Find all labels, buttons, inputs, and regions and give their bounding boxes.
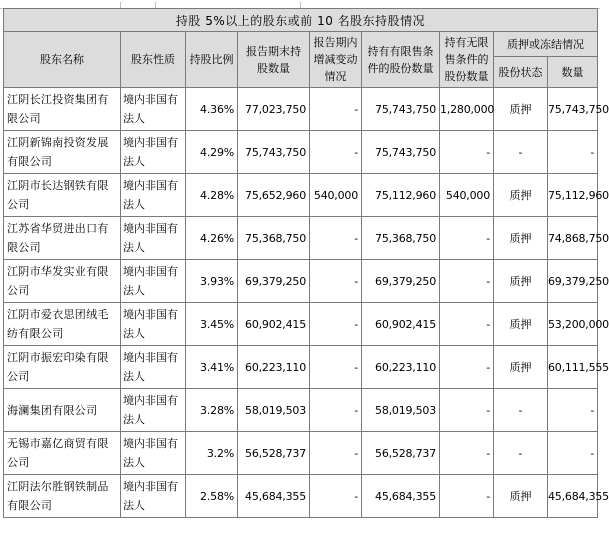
- cell-period-end: 56,528,737: [238, 432, 310, 475]
- cell-unrestricted: -: [440, 475, 494, 518]
- cell-unrestricted: -: [440, 346, 494, 389]
- cell-pledge-status: 质押: [494, 475, 548, 518]
- cell-change: -: [310, 432, 362, 475]
- cell-restricted: 75,112,960: [362, 174, 440, 217]
- header-ratio: 持股比例: [186, 32, 238, 88]
- header-nature: 股东性质: [121, 32, 186, 88]
- cell-nature: 境内非国有法人: [121, 303, 186, 346]
- cell-ratio: 3.45%: [186, 303, 238, 346]
- cell-restricted: 75,368,750: [362, 217, 440, 260]
- table-row: [4, 174, 598, 217]
- cell-ratio: 3.93%: [186, 260, 238, 303]
- cell-ratio: 3.41%: [186, 346, 238, 389]
- header-change: 报告期内增减变动情况: [310, 32, 362, 88]
- cell-nature: 境内非国有法人: [121, 131, 186, 174]
- cell-period-end: 75,652,960: [238, 174, 310, 217]
- cell-ratio: 4.26%: [186, 217, 238, 260]
- header-period-end: 报告期末持股数量: [238, 32, 310, 88]
- cell-restricted: 45,684,355: [362, 475, 440, 518]
- cell-pledge-status: 质押: [494, 174, 548, 217]
- cell-nature: 境内非国有法人: [121, 432, 186, 475]
- cell-nature: 境内非国有法人: [121, 260, 186, 303]
- header-name: 股东名称: [4, 32, 121, 88]
- cell-name: 江阴市振宏印染有限公司: [4, 346, 121, 389]
- cell-pledge-status: 质押: [494, 88, 548, 131]
- cell-period-end: 58,019,503: [238, 389, 310, 432]
- cell-period-end: 60,223,110: [238, 346, 310, 389]
- table-row: [4, 88, 598, 131]
- cell-change: 540,000: [310, 174, 362, 217]
- table-row: [4, 217, 598, 260]
- cell-change: -: [310, 389, 362, 432]
- cell-unrestricted: -: [440, 217, 494, 260]
- cell-change: -: [310, 303, 362, 346]
- cell-unrestricted: -: [440, 303, 494, 346]
- table-row: [4, 475, 598, 518]
- cell-nature: 境内非国有法人: [121, 389, 186, 432]
- cell-unrestricted: -: [440, 432, 494, 475]
- cell-pledge-qty: 53,200,000: [548, 303, 598, 346]
- cell-name: 江阴新锦南投资发展有限公司: [4, 131, 121, 174]
- cell-period-end: 69,379,250: [238, 260, 310, 303]
- cell-period-end: 75,743,750: [238, 131, 310, 174]
- cell-change: -: [310, 217, 362, 260]
- cell-pledge-qty: -: [548, 389, 598, 432]
- header-pledge-qty: 数量: [548, 57, 598, 88]
- table-row: [4, 389, 598, 432]
- cell-name: 江阴法尔胜钢铁制品有限公司: [4, 475, 121, 518]
- cell-ratio: 3.28%: [186, 389, 238, 432]
- cell-nature: 境内非国有法人: [121, 88, 186, 131]
- cell-period-end: 75,368,750: [238, 217, 310, 260]
- table-row: [4, 131, 598, 174]
- cell-restricted: 60,223,110: [362, 346, 440, 389]
- cell-nature: 境内非国有法人: [121, 217, 186, 260]
- cell-ratio: 4.28%: [186, 174, 238, 217]
- cell-name: 江苏省华贸进出口有限公司: [4, 217, 121, 260]
- cell-name: 江阴市华发实业有限公司: [4, 260, 121, 303]
- cell-pledge-status: 质押: [494, 217, 548, 260]
- cell-pledge-qty: 75,743,750: [548, 88, 598, 131]
- cell-ratio: 4.29%: [186, 131, 238, 174]
- cell-pledge-status: 质押: [494, 260, 548, 303]
- cell-name: 江阴长江投资集团有限公司: [4, 88, 121, 131]
- cell-ratio: 3.2%: [186, 432, 238, 475]
- table-title: 持股 5%以上的股东或前 10 名股东持股情况: [4, 9, 598, 32]
- cell-change: -: [310, 131, 362, 174]
- cell-pledge-status: -: [494, 131, 548, 174]
- cell-change: -: [310, 88, 362, 131]
- table-row: [4, 303, 598, 346]
- header-pledge-status: 股份状态: [494, 57, 548, 88]
- cell-restricted: 56,528,737: [362, 432, 440, 475]
- cell-unrestricted: -: [440, 131, 494, 174]
- cell-pledge-qty: 74,868,750: [548, 217, 598, 260]
- cell-unrestricted: -: [440, 260, 494, 303]
- table-row: [4, 432, 598, 475]
- cell-pledge-qty: 69,379,250: [548, 260, 598, 303]
- cell-nature: 境内非国有法人: [121, 475, 186, 518]
- cell-period-end: 60,902,415: [238, 303, 310, 346]
- table-row: [4, 260, 598, 303]
- cell-restricted: 69,379,250: [362, 260, 440, 303]
- cell-nature: 境内非国有法人: [121, 174, 186, 217]
- cell-pledge-status: -: [494, 432, 548, 475]
- cell-pledge-qty: -: [548, 432, 598, 475]
- cell-unrestricted: 1,280,000: [440, 88, 494, 131]
- cell-name: 无锡市嘉亿商贸有限公司: [4, 432, 121, 475]
- cell-name: 江阴市长达钢铁有限公司: [4, 174, 121, 217]
- cell-pledge-status: -: [494, 389, 548, 432]
- cell-change: -: [310, 260, 362, 303]
- shareholders-table: [3, 8, 609, 518]
- cell-restricted: 58,019,503: [362, 389, 440, 432]
- cell-name: 海澜集团有限公司: [4, 389, 121, 432]
- cell-unrestricted: -: [440, 389, 494, 432]
- cell-name: 江阴市爱衣思团绒毛纺有限公司: [4, 303, 121, 346]
- table-row: [4, 346, 598, 389]
- cell-restricted: 60,902,415: [362, 303, 440, 346]
- cell-pledge-qty: 75,112,960: [548, 174, 598, 217]
- header-restricted: 持有有限售条件的股份数量: [362, 32, 440, 88]
- cell-unrestricted: 540,000: [440, 174, 494, 217]
- cell-change: -: [310, 475, 362, 518]
- cell-period-end: 45,684,355: [238, 475, 310, 518]
- header-pledge-group: 质押或冻结情况: [494, 32, 598, 57]
- cell-restricted: 75,743,750: [362, 88, 440, 131]
- header-unrestricted: 持有无限售条件的股份数量: [440, 32, 494, 88]
- cell-restricted: 75,743,750: [362, 131, 440, 174]
- cell-pledge-qty: 60,111,555: [548, 346, 598, 389]
- cell-pledge-qty: 45,684,355: [548, 475, 598, 518]
- cell-change: -: [310, 346, 362, 389]
- cell-pledge-status: 质押: [494, 303, 548, 346]
- cell-period-end: 77,023,750: [238, 88, 310, 131]
- cell-pledge-qty: -: [548, 131, 598, 174]
- cell-ratio: 4.36%: [186, 88, 238, 131]
- cell-pledge-status: 质押: [494, 346, 548, 389]
- cell-ratio: 2.58%: [186, 475, 238, 518]
- cell-nature: 境内非国有法人: [121, 346, 186, 389]
